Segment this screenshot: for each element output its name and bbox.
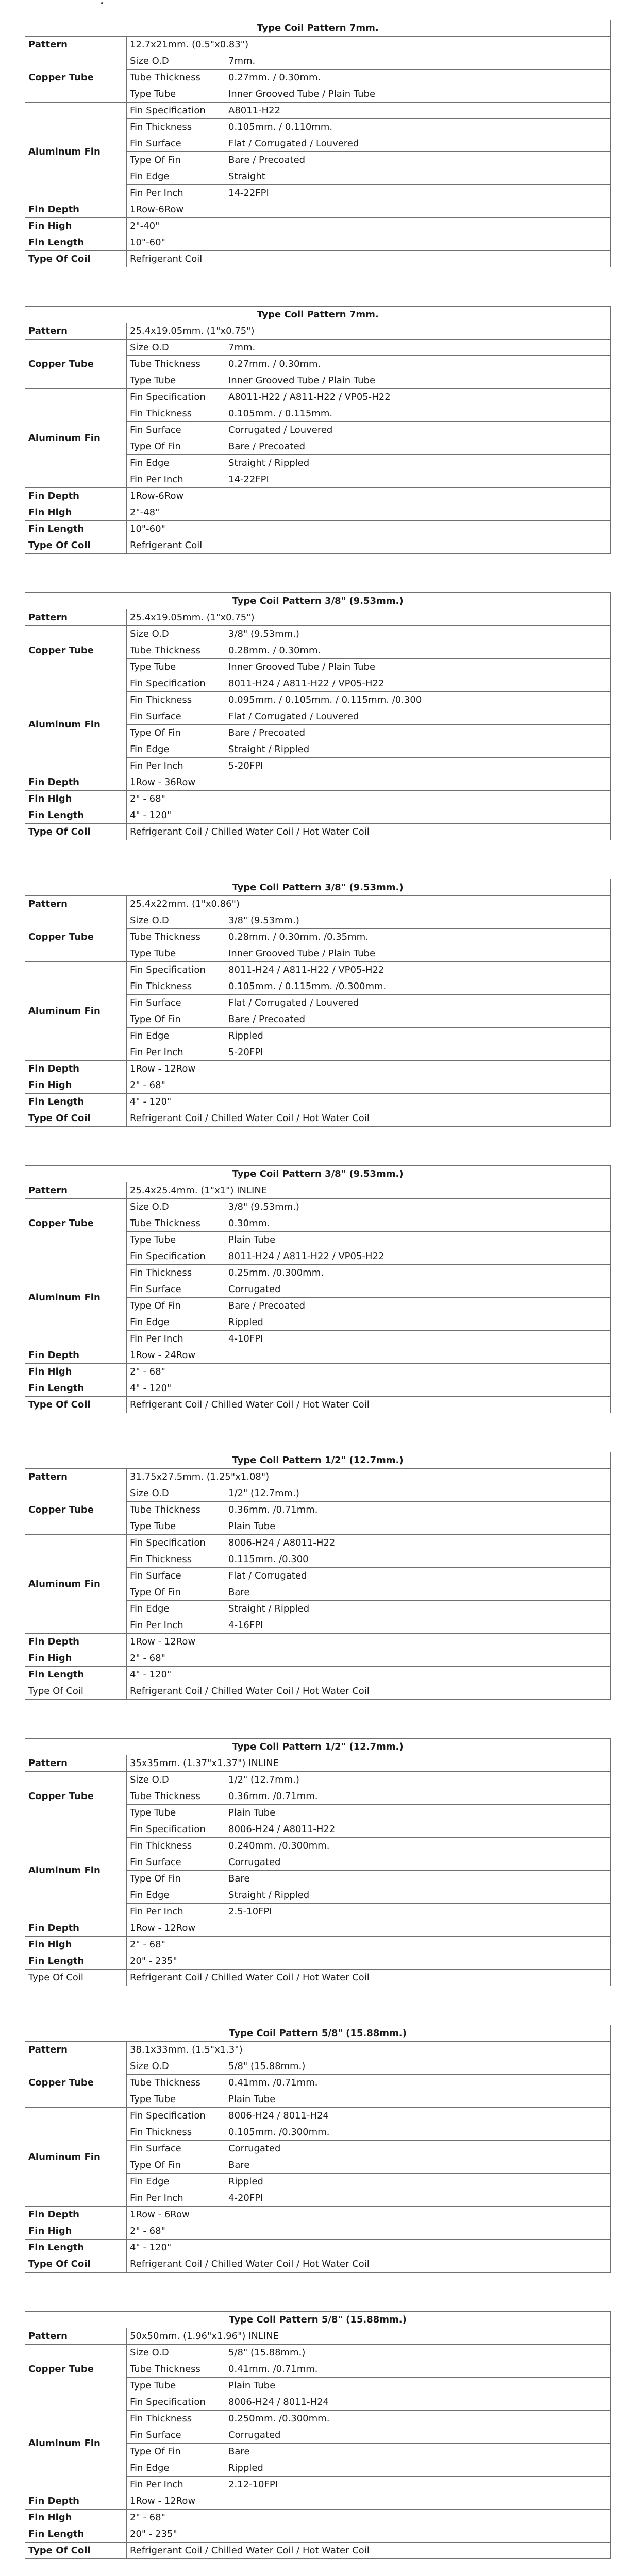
fin-surface-label: Fin Surface (127, 708, 225, 725)
fin-edge-value: Rippled (225, 2460, 611, 2477)
fin-length-label: Fin Length (25, 2240, 127, 2256)
fin-length-label: Fin Length (25, 807, 127, 824)
size-od-value: 1/2" (12.7mm.) (225, 1485, 611, 1502)
pattern-value: 35x35mm. (1.37"x1.37") INLINE (127, 1755, 611, 1772)
fin-length-value: 4" - 120" (127, 1380, 611, 1397)
type-tube-label: Type Tube (127, 659, 225, 675)
fin-thickness-value: 0.105mm. / 0.110mm. (225, 119, 611, 135)
copper-tube-label: Copper Tube (25, 53, 127, 103)
fin-thickness-label: Fin Thickness (127, 119, 225, 135)
type-of-fin-label: Type Of Fin (127, 1584, 225, 1601)
type-of-coil-value: Refrigerant Coil (127, 251, 611, 267)
size-od-label: Size O.D (127, 2345, 225, 2361)
fin-length-label: Fin Length (25, 1380, 127, 1397)
pattern-label: Pattern (25, 1182, 127, 1199)
fin-length-value: 10"-60" (127, 521, 611, 537)
size-od-value: 7mm. (225, 340, 611, 356)
pattern-label: Pattern (25, 37, 127, 53)
fin-per-inch-value: 14-22FPI (225, 471, 611, 488)
type-tube-label: Type Tube (127, 2091, 225, 2108)
fin-specification-value: 8006-H24 / A8011-H22 (225, 1821, 611, 1838)
fin-specification-value: A8011-H22 (225, 103, 611, 119)
size-od-value: 3/8" (9.53mm.) (225, 912, 611, 929)
type-of-fin-value: Bare / Precoated (225, 152, 611, 168)
fin-length-value: 4" - 120" (127, 1667, 611, 1683)
type-of-coil-label: Type Of Coil (25, 251, 127, 267)
coil-pattern-table-1 (25, 20, 611, 267)
fin-length-label: Fin Length (25, 1953, 127, 1970)
fin-thickness-label: Fin Thickness (127, 1265, 225, 1281)
fin-length-value: 10"-60" (127, 234, 611, 251)
fin-high-label: Fin High (25, 1077, 127, 1094)
aluminum-fin-label: Aluminum Fin (25, 675, 127, 774)
fin-depth-label: Fin Depth (25, 2207, 127, 2223)
fin-edge-label: Fin Edge (127, 455, 225, 471)
pattern-label: Pattern (25, 1755, 127, 1772)
fin-surface-label: Fin Surface (127, 422, 225, 438)
fin-surface-value: Corrugated / Louvered (225, 422, 611, 438)
type-tube-label: Type Tube (127, 1232, 225, 1248)
fin-surface-label: Fin Surface (127, 995, 225, 1011)
fin-high-value: 2" - 68" (127, 1077, 611, 1094)
pattern-label: Pattern (25, 2042, 127, 2058)
type-of-fin-value: Bare (225, 2444, 611, 2460)
fin-high-value: 2"-40" (127, 218, 611, 234)
size-od-label: Size O.D (127, 340, 225, 356)
type-of-fin-label: Type Of Fin (127, 152, 225, 168)
table-title: Type Coil Pattern 1/2" (12.7mm.) (25, 1739, 611, 1755)
tube-thickness-value: 0.30mm. (225, 1215, 611, 1232)
fin-surface-label: Fin Surface (127, 2141, 225, 2157)
type-of-fin-label: Type Of Fin (127, 1011, 225, 1028)
pattern-value: 31.75x27.5mm. (1.25"x1.08") (127, 1469, 611, 1485)
tube-thickness-value: 0.41mm. /0.71mm. (225, 2075, 611, 2091)
type-of-coil-value: Refrigerant Coil (127, 537, 611, 554)
tube-thickness-label: Tube Thickness (127, 356, 225, 372)
fin-depth-label: Fin Depth (25, 201, 127, 218)
type-of-coil-label: Type Of Coil (25, 824, 127, 840)
fin-depth-label: Fin Depth (25, 1347, 127, 1364)
type-of-coil-value: Refrigerant Coil / Chilled Water Coil / Hot Water Coil (127, 1970, 611, 1986)
fin-high-label: Fin High (25, 218, 127, 234)
fin-specification-value: 8011-H24 / A811-H22 / VP05-H22 (225, 1248, 611, 1265)
fin-specification-label: Fin Specification (127, 1535, 225, 1551)
fin-specification-label: Fin Specification (127, 389, 225, 405)
type-of-coil-label: Type Of Coil (25, 537, 127, 554)
fin-edge-value: Straight (225, 168, 611, 185)
copper-tube-label: Copper Tube (25, 340, 127, 389)
type-tube-label: Type Tube (127, 2378, 225, 2394)
fin-per-inch-value: 14-22FPI (225, 185, 611, 201)
fin-surface-label: Fin Surface (127, 1854, 225, 1871)
type-of-fin-label: Type Of Fin (127, 2157, 225, 2174)
fin-per-inch-value: 2.12-10FPI (225, 2477, 611, 2493)
fin-specification-value: 8006-H24 / 8011-H24 (225, 2108, 611, 2124)
fin-thickness-value: 0.250mm. /0.300mm. (225, 2411, 611, 2427)
fin-per-inch-label: Fin Per Inch (127, 1617, 225, 1634)
pattern-value: 25.4x19.05mm. (1"x0.75") (127, 609, 611, 626)
table-title: Type Coil Pattern 5/8" (15.88mm.) (25, 2312, 611, 2328)
fin-high-label: Fin High (25, 1364, 127, 1380)
pattern-value: 12.7x21mm. (0.5"x0.83") (127, 37, 611, 53)
type-of-fin-label: Type Of Fin (127, 2444, 225, 2460)
fin-length-label: Fin Length (25, 521, 127, 537)
fin-per-inch-label: Fin Per Inch (127, 1331, 225, 1347)
fin-edge-label: Fin Edge (127, 1887, 225, 1904)
fin-high-value: 2" - 68" (127, 1364, 611, 1380)
size-od-label: Size O.D (127, 626, 225, 642)
tube-thickness-label: Tube Thickness (127, 2361, 225, 2378)
fin-per-inch-label: Fin Per Inch (127, 1044, 225, 1061)
fin-high-label: Fin High (25, 791, 127, 807)
aluminum-fin-label: Aluminum Fin (25, 389, 127, 488)
copper-tube-label: Copper Tube (25, 1485, 127, 1535)
size-od-label: Size O.D (127, 1485, 225, 1502)
type-of-coil-value: Refrigerant Coil / Chilled Water Coil / Hot Water Coil (127, 1397, 611, 1413)
fin-length-label: Fin Length (25, 2526, 127, 2543)
fin-specification-value: A8011-H22 / A811-H22 / VP05-H22 (225, 389, 611, 405)
size-od-value: 5/8" (15.88mm.) (225, 2058, 611, 2075)
fin-high-label: Fin High (25, 2510, 127, 2526)
pattern-value: 25.4x19.05mm. (1"x0.75") (127, 323, 611, 340)
type-tube-value: Plain Tube (225, 1805, 611, 1821)
fin-depth-label: Fin Depth (25, 1920, 127, 1937)
type-of-coil-value: Refrigerant Coil / Chilled Water Coil / Hot Water Coil (127, 2256, 611, 2273)
fin-surface-label: Fin Surface (127, 1281, 225, 1298)
fin-depth-value: 1Row-6Row (127, 488, 611, 504)
type-tube-label: Type Tube (127, 1805, 225, 1821)
fin-specification-label: Fin Specification (127, 2394, 225, 2411)
fin-edge-label: Fin Edge (127, 2174, 225, 2190)
type-tube-value: Plain Tube (225, 1518, 611, 1535)
fin-depth-label: Fin Depth (25, 1634, 127, 1650)
fin-surface-label: Fin Surface (127, 1568, 225, 1584)
tube-thickness-value: 0.28mm. / 0.30mm. (225, 642, 611, 659)
size-od-value: 3/8" (9.53mm.) (225, 626, 611, 642)
fin-thickness-value: 0.095mm. / 0.105mm. / 0.115mm. /0.300 (225, 692, 611, 708)
fin-thickness-label: Fin Thickness (127, 405, 225, 422)
fin-thickness-label: Fin Thickness (127, 1838, 225, 1854)
fin-edge-label: Fin Edge (127, 2460, 225, 2477)
fin-surface-value: Corrugated (225, 2141, 611, 2157)
tube-thickness-label: Tube Thickness (127, 1215, 225, 1232)
fin-edge-value: Straight / Rippled (225, 1887, 611, 1904)
fin-depth-value: 1Row - 12Row (127, 1920, 611, 1937)
table-title: Type Coil Pattern 7mm. (25, 20, 611, 37)
fin-length-value: 20" - 235" (127, 1953, 611, 1970)
fin-edge-label: Fin Edge (127, 741, 225, 758)
tube-thickness-value: 0.27mm. / 0.30mm. (225, 70, 611, 86)
pattern-value: 25.4x22mm. (1"x0.86") (127, 896, 611, 912)
copper-tube-label: Copper Tube (25, 2058, 127, 2108)
tube-thickness-label: Tube Thickness (127, 642, 225, 659)
type-of-coil-value: Refrigerant Coil / Chilled Water Coil / Hot Water Coil (127, 1683, 611, 1700)
table-title: Type Coil Pattern 7mm. (25, 307, 611, 323)
type-of-coil-label: Type Of Coil (25, 1110, 127, 1127)
fin-length-value: 20" - 235" (127, 2526, 611, 2543)
coil-pattern-list (25, 20, 610, 2576)
fin-specification-label: Fin Specification (127, 1821, 225, 1838)
fin-specification-label: Fin Specification (127, 103, 225, 119)
fin-length-value: 4" - 120" (127, 2240, 611, 2256)
size-od-value: 5/8" (15.88mm.) (225, 2345, 611, 2361)
fin-length-value: 4" - 120" (127, 1094, 611, 1110)
fin-thickness-value: 0.240mm. /0.300mm. (225, 1838, 611, 1854)
fin-per-inch-label: Fin Per Inch (127, 1904, 225, 1920)
coil-pattern-table-3 (25, 592, 611, 840)
size-od-label: Size O.D (127, 912, 225, 929)
fin-surface-value: Corrugated (225, 2427, 611, 2444)
type-tube-label: Type Tube (127, 945, 225, 962)
fin-high-value: 2" - 68" (127, 2223, 611, 2240)
aluminum-fin-label: Aluminum Fin (25, 2394, 127, 2493)
aluminum-fin-label: Aluminum Fin (25, 2108, 127, 2207)
type-tube-value: Plain Tube (225, 2378, 611, 2394)
fin-thickness-label: Fin Thickness (127, 2411, 225, 2427)
fin-per-inch-label: Fin Per Inch (127, 185, 225, 201)
fin-edge-label: Fin Edge (127, 168, 225, 185)
copper-tube-label: Copper Tube (25, 1199, 127, 1248)
fin-depth-value: 1Row - 24Row (127, 1347, 611, 1364)
fin-per-inch-value: 5-20FPI (225, 1044, 611, 1061)
fin-edge-value: Rippled (225, 1028, 611, 1044)
copper-tube-label: Copper Tube (25, 626, 127, 675)
table-title: Type Coil Pattern 5/8" (15.88mm.) (25, 2025, 611, 2042)
fin-surface-value: Flat / Corrugated / Louvered (225, 995, 611, 1011)
fin-depth-value: 1Row - 36Row (127, 774, 611, 791)
fin-thickness-value: 0.115mm. /0.300 (225, 1551, 611, 1568)
fin-thickness-label: Fin Thickness (127, 2124, 225, 2141)
fin-surface-value: Flat / Corrugated / Louvered (225, 135, 611, 152)
type-of-fin-value: Bare / Precoated (225, 725, 611, 741)
type-of-fin-value: Bare (225, 1584, 611, 1601)
fin-high-value: 2" - 68" (127, 2510, 611, 2526)
fin-surface-value: Flat / Corrugated (225, 1568, 611, 1584)
type-tube-value: Inner Grooved Tube / Plain Tube (225, 86, 611, 103)
fin-edge-label: Fin Edge (127, 1601, 225, 1617)
tube-thickness-label: Tube Thickness (127, 1788, 225, 1805)
pattern-label: Pattern (25, 609, 127, 626)
fin-depth-label: Fin Depth (25, 2493, 127, 2510)
coil-pattern-table-6 (25, 1452, 611, 1700)
tube-thickness-value: 0.41mm. /0.71mm. (225, 2361, 611, 2378)
fin-high-label: Fin High (25, 2223, 127, 2240)
size-od-label: Size O.D (127, 1772, 225, 1788)
fin-high-value: 2" - 68" (127, 791, 611, 807)
fin-depth-label: Fin Depth (25, 1061, 127, 1077)
type-of-coil-label: Type Of Coil (25, 2543, 127, 2559)
fin-length-label: Fin Length (25, 234, 127, 251)
fin-high-value: 2" - 68" (127, 1937, 611, 1953)
fin-edge-label: Fin Edge (127, 1314, 225, 1331)
tube-thickness-label: Tube Thickness (127, 70, 225, 86)
type-of-coil-value: Refrigerant Coil / Chilled Water Coil / Hot Water Coil (127, 2543, 611, 2559)
fin-depth-value: 1Row - 6Row (127, 2207, 611, 2223)
pattern-label: Pattern (25, 2328, 127, 2345)
type-of-fin-label: Type Of Fin (127, 438, 225, 455)
type-of-fin-label: Type Of Fin (127, 725, 225, 741)
type-of-fin-value: Bare / Precoated (225, 1011, 611, 1028)
fin-thickness-label: Fin Thickness (127, 1551, 225, 1568)
fin-depth-value: 1Row - 12Row (127, 1634, 611, 1650)
fin-thickness-value: 0.105mm. / 0.115mm. (225, 405, 611, 422)
fin-thickness-value: 0.25mm. /0.300mm. (225, 1265, 611, 1281)
tube-thickness-value: 0.36mm. /0.71mm. (225, 1788, 611, 1805)
type-of-fin-value: Bare (225, 2157, 611, 2174)
fin-per-inch-value: 5-20FPI (225, 758, 611, 774)
fin-thickness-value: 0.105mm. / 0.115mm. /0.300mm. (225, 978, 611, 995)
tube-thickness-value: 0.28mm. / 0.30mm. /0.35mm. (225, 929, 611, 945)
pattern-label: Pattern (25, 323, 127, 340)
copper-tube-label: Copper Tube (25, 912, 127, 962)
coil-pattern-table-8 (25, 2025, 611, 2273)
fin-specification-value: 8011-H24 / A811-H22 / VP05-H22 (225, 675, 611, 692)
type-of-coil-value: Refrigerant Coil / Chilled Water Coil / Hot Water Coil (127, 1110, 611, 1127)
coil-pattern-table-2 (25, 306, 611, 554)
tube-thickness-label: Tube Thickness (127, 1502, 225, 1518)
type-of-fin-value: Bare / Precoated (225, 1298, 611, 1314)
fin-length-value: 4" - 120" (127, 807, 611, 824)
size-od-label: Size O.D (127, 1199, 225, 1215)
fin-edge-value: Straight / Rippled (225, 455, 611, 471)
size-od-label: Size O.D (127, 53, 225, 70)
type-of-coil-label: Type Of Coil (25, 2256, 127, 2273)
pattern-value: 25.4x25.4mm. (1"x1") INLINE (127, 1182, 611, 1199)
fin-thickness-label: Fin Thickness (127, 692, 225, 708)
fin-per-inch-value: 4-16FPI (225, 1617, 611, 1634)
fin-specification-label: Fin Specification (127, 675, 225, 692)
fin-specification-value: 8011-H24 / A811-H22 / VP05-H22 (225, 962, 611, 978)
table-title: Type Coil Pattern 3/8" (9.53mm.) (25, 1166, 611, 1182)
type-of-coil-label: Type Of Coil (25, 1397, 127, 1413)
fin-specification-label: Fin Specification (127, 1248, 225, 1265)
tube-thickness-value: 0.27mm. / 0.30mm. (225, 356, 611, 372)
type-tube-label: Type Tube (127, 372, 225, 389)
type-of-fin-value: Bare (225, 1871, 611, 1887)
pattern-label: Pattern (25, 896, 127, 912)
fin-specification-label: Fin Specification (127, 2108, 225, 2124)
size-od-value: 3/8" (9.53mm.) (225, 1199, 611, 1215)
coil-pattern-table-4 (25, 879, 611, 1127)
type-of-fin-value: Bare / Precoated (225, 438, 611, 455)
page-dot (101, 2, 103, 4)
type-tube-value: Inner Grooved Tube / Plain Tube (225, 659, 611, 675)
fin-high-label: Fin High (25, 504, 127, 521)
fin-thickness-value: 0.105mm. /0.300mm. (225, 2124, 611, 2141)
fin-surface-value: Flat / Corrugated / Louvered (225, 708, 611, 725)
type-of-fin-label: Type Of Fin (127, 1298, 225, 1314)
fin-specification-value: 8006-H24 / A8011-H22 (225, 1535, 611, 1551)
fin-high-value: 2" - 68" (127, 1650, 611, 1667)
type-tube-label: Type Tube (127, 86, 225, 103)
fin-per-inch-label: Fin Per Inch (127, 2190, 225, 2207)
fin-edge-value: Rippled (225, 1314, 611, 1331)
fin-depth-value: 1Row-6Row (127, 201, 611, 218)
coil-pattern-table-7 (25, 1738, 611, 1986)
aluminum-fin-label: Aluminum Fin (25, 1535, 127, 1634)
fin-high-label: Fin High (25, 1937, 127, 1953)
size-od-label: Size O.D (127, 2058, 225, 2075)
type-of-coil-value: Refrigerant Coil / Chilled Water Coil / Hot Water Coil (127, 824, 611, 840)
fin-edge-label: Fin Edge (127, 1028, 225, 1044)
table-title: Type Coil Pattern 1/2" (12.7mm.) (25, 1452, 611, 1469)
type-of-coil-label: Type Of Coil (25, 1683, 127, 1700)
fin-depth-value: 1Row - 12Row (127, 1061, 611, 1077)
fin-surface-label: Fin Surface (127, 135, 225, 152)
fin-per-inch-value: 4-20FPI (225, 2190, 611, 2207)
copper-tube-label: Copper Tube (25, 1772, 127, 1821)
aluminum-fin-label: Aluminum Fin (25, 962, 127, 1061)
fin-edge-value: Rippled (225, 2174, 611, 2190)
fin-edge-value: Straight / Rippled (225, 741, 611, 758)
fin-surface-value: Corrugated (225, 1281, 611, 1298)
size-od-value: 1/2" (12.7mm.) (225, 1772, 611, 1788)
fin-depth-label: Fin Depth (25, 774, 127, 791)
fin-surface-value: Corrugated (225, 1854, 611, 1871)
copper-tube-label: Copper Tube (25, 2345, 127, 2394)
fin-per-inch-label: Fin Per Inch (127, 758, 225, 774)
fin-thickness-label: Fin Thickness (127, 978, 225, 995)
fin-depth-label: Fin Depth (25, 488, 127, 504)
coil-pattern-table-5 (25, 1165, 611, 1413)
table-title: Type Coil Pattern 3/8" (9.53mm.) (25, 593, 611, 609)
size-od-value: 7mm. (225, 53, 611, 70)
fin-specification-value: 8006-H24 / 8011-H24 (225, 2394, 611, 2411)
aluminum-fin-label: Aluminum Fin (25, 103, 127, 201)
fin-high-label: Fin High (25, 1650, 127, 1667)
pattern-label: Pattern (25, 1469, 127, 1485)
pattern-value: 50x50mm. (1.96"x1.96") INLINE (127, 2328, 611, 2345)
fin-length-label: Fin Length (25, 1667, 127, 1683)
table-title: Type Coil Pattern 3/8" (9.53mm.) (25, 879, 611, 896)
type-of-coil-label: Type Of Coil (25, 1970, 127, 1986)
type-tube-label: Type Tube (127, 1518, 225, 1535)
tube-thickness-value: 0.36mm. /0.71mm. (225, 1502, 611, 1518)
aluminum-fin-label: Aluminum Fin (25, 1248, 127, 1347)
type-tube-value: Plain Tube (225, 2091, 611, 2108)
fin-per-inch-label: Fin Per Inch (127, 2477, 225, 2493)
fin-per-inch-value: 4-10FPI (225, 1331, 611, 1347)
fin-depth-value: 1Row - 12Row (127, 2493, 611, 2510)
coil-pattern-table-9 (25, 2311, 611, 2559)
fin-edge-value: Straight / Rippled (225, 1601, 611, 1617)
aluminum-fin-label: Aluminum Fin (25, 1821, 127, 1920)
tube-thickness-label: Tube Thickness (127, 929, 225, 945)
fin-length-label: Fin Length (25, 1094, 127, 1110)
type-of-fin-label: Type Of Fin (127, 1871, 225, 1887)
fin-per-inch-value: 2.5-10FPI (225, 1904, 611, 1920)
fin-high-value: 2"-48" (127, 504, 611, 521)
pattern-value: 38.1x33mm. (1.5"x1.3") (127, 2042, 611, 2058)
type-tube-value: Inner Grooved Tube / Plain Tube (225, 372, 611, 389)
fin-specification-label: Fin Specification (127, 962, 225, 978)
type-tube-value: Inner Grooved Tube / Plain Tube (225, 945, 611, 962)
type-tube-value: Plain Tube (225, 1232, 611, 1248)
tube-thickness-label: Tube Thickness (127, 2075, 225, 2091)
fin-per-inch-label: Fin Per Inch (127, 471, 225, 488)
fin-surface-label: Fin Surface (127, 2427, 225, 2444)
